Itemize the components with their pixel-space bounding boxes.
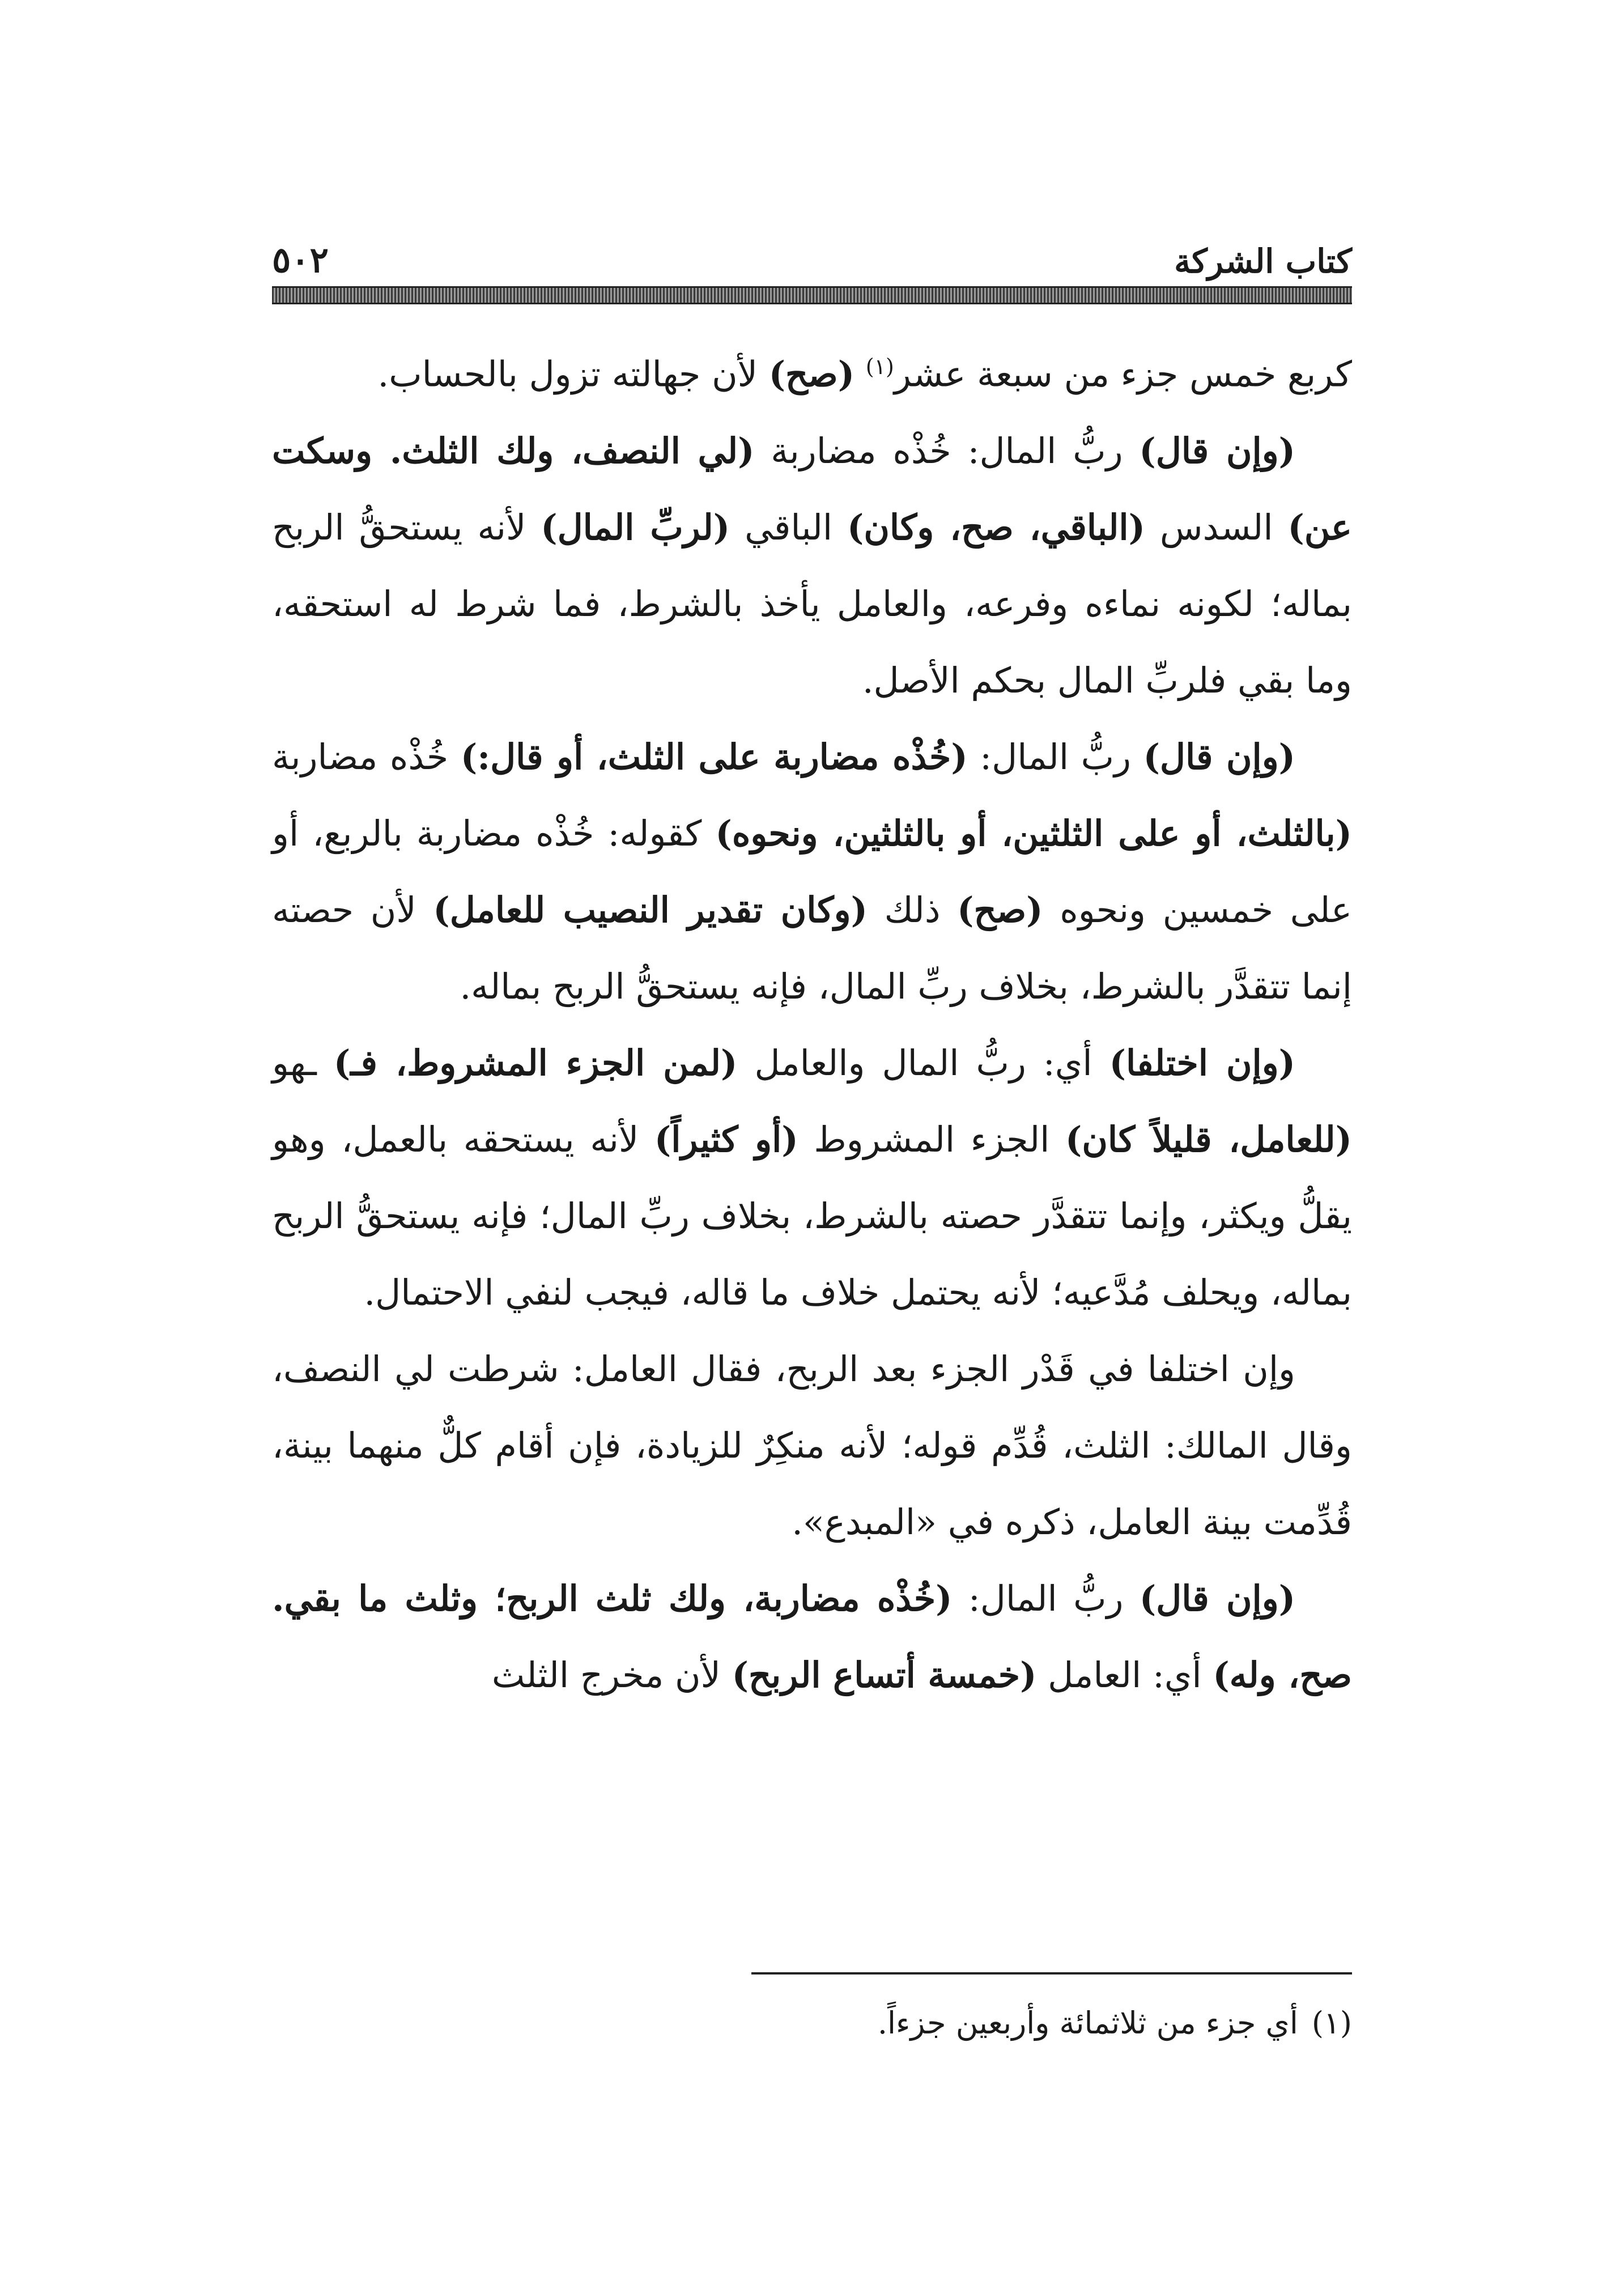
bold-run: (أو كثيراً) xyxy=(654,1118,798,1160)
text-run: خُذْه مضاربة xyxy=(272,736,461,778)
footnote-marker: (١) xyxy=(1311,2005,1352,2041)
header-rule xyxy=(272,286,1352,304)
bold-run: (وإن قال) xyxy=(1143,736,1296,778)
page-number: ٥٠٢ xyxy=(272,239,329,281)
text-run: ـهو xyxy=(272,1042,334,1084)
text-run: لأنه يستحقُّ الربح بماله؛ لكونه نماءه وفرعه، والعامل يأخذ بالشرط، فما شرط له استحقه، وما بقي فلربِّ المال بحكم الأصل. xyxy=(272,506,1352,701)
text-run: لأن جهالته تزول بالحساب. xyxy=(377,353,769,395)
footnote-reference[interactable]: (١) xyxy=(865,354,894,379)
text-run: لأن مخرج الثلث xyxy=(491,1654,732,1696)
text-run: ربُّ المال: xyxy=(952,1577,1140,1619)
footnote-rule xyxy=(751,1972,1352,1974)
paragraph-3 xyxy=(272,719,1352,1025)
text-run: ربُّ المال: xyxy=(967,736,1143,778)
text-run: ذلك xyxy=(867,889,958,931)
bold-run: (لمن الجزء المشروط، فـ) xyxy=(333,1042,738,1084)
bold-run: (خُذْه مضاربة، ولك ثلث الربح؛ وثلث ما بقي. صح، وله) xyxy=(272,1577,1352,1696)
bold-run: (لي النصف، ولك الثلث. وسكت عن) xyxy=(272,430,1353,548)
text-run: أي: ربُّ المال والعامل xyxy=(737,1042,1109,1084)
bold-run: (بالثلث، أو على الثلثين، أو بالثلثين، ونحوه) xyxy=(715,812,1352,854)
bold-run: (لربِّ المال) xyxy=(541,506,730,548)
bold-run: (صح) xyxy=(957,889,1043,931)
bold-run: (وكان تقدير النصيب للعامل) xyxy=(433,889,868,931)
bold-run: (صح) xyxy=(768,353,855,395)
footnote xyxy=(272,2001,1352,2046)
text-run: السدس xyxy=(1145,506,1288,548)
text-run: وإن اختلفا في قَدْر الجزء بعد الربح، فقال العامل: شرطت لي النصف، وقال المالك: الثلث، قُدِّم قوله؛ لأنه منكِرٌ للزيادة، فإن أقام كلٌّ منهما بينة، قُدِّمت بينة العامل، ذكره في «المبدع». xyxy=(272,1348,1352,1543)
paragraph-2 xyxy=(272,413,1352,719)
body-text xyxy=(272,329,1352,1713)
text-run: الجزء المشروط xyxy=(798,1118,1065,1160)
paragraph-6 xyxy=(272,1560,1352,1713)
text-run: لأن حصته إنما تتقدَّر بالشرط، بخلاف ربِّ المال، فإنه يستحقُّ الربح بماله. xyxy=(272,889,1352,1007)
bold-run: (خُذْه مضاربة على الثلث، أو قال:) xyxy=(460,736,968,778)
running-header xyxy=(272,227,1352,281)
text-run: ربُّ المال: خُذْه مضاربة xyxy=(754,430,1140,472)
bold-run: (للعامل، قليلاً كان) xyxy=(1065,1118,1352,1160)
text-run: لأنه يستحقه بالعمل، وهو يقلُّ ويكثر، وإنما تتقدَّر حصته بالشرط، بخلاف ربِّ المال؛ فإنه يستحقُّ الربح بماله، ويحلف مُدَّعيه؛ لأنه يحتمل خلاف ما قاله، فيجب لنفي الاحتمال. xyxy=(272,1118,1352,1313)
text-run: كقوله: خُذْه مضاربة بالربع، أو على خمسين ونحوه xyxy=(272,812,1353,931)
bold-run: (خمسة أتساع الربح) xyxy=(732,1654,1037,1696)
paragraph-4 xyxy=(272,1025,1352,1331)
bold-run: (وإن قال) xyxy=(1139,1577,1296,1619)
book-title: كتاب الشركة xyxy=(1174,242,1352,281)
footnote-text: أي جزء من ثلاثمائة وأربعين جزءاً. xyxy=(877,2005,1298,2041)
text-run: أي: العامل xyxy=(1036,1654,1213,1696)
bold-run: (وإن اختلفا) xyxy=(1109,1042,1295,1084)
bold-run: (وإن قال) xyxy=(1139,430,1296,472)
paragraph-5 xyxy=(272,1331,1352,1560)
text-run: الباقي xyxy=(730,506,848,548)
bold-run: (الباقي، صح، وكان) xyxy=(847,506,1145,548)
paragraph-1 xyxy=(272,329,1352,413)
text-run: كربع خمس جزء من سبعة عشر xyxy=(894,353,1352,395)
